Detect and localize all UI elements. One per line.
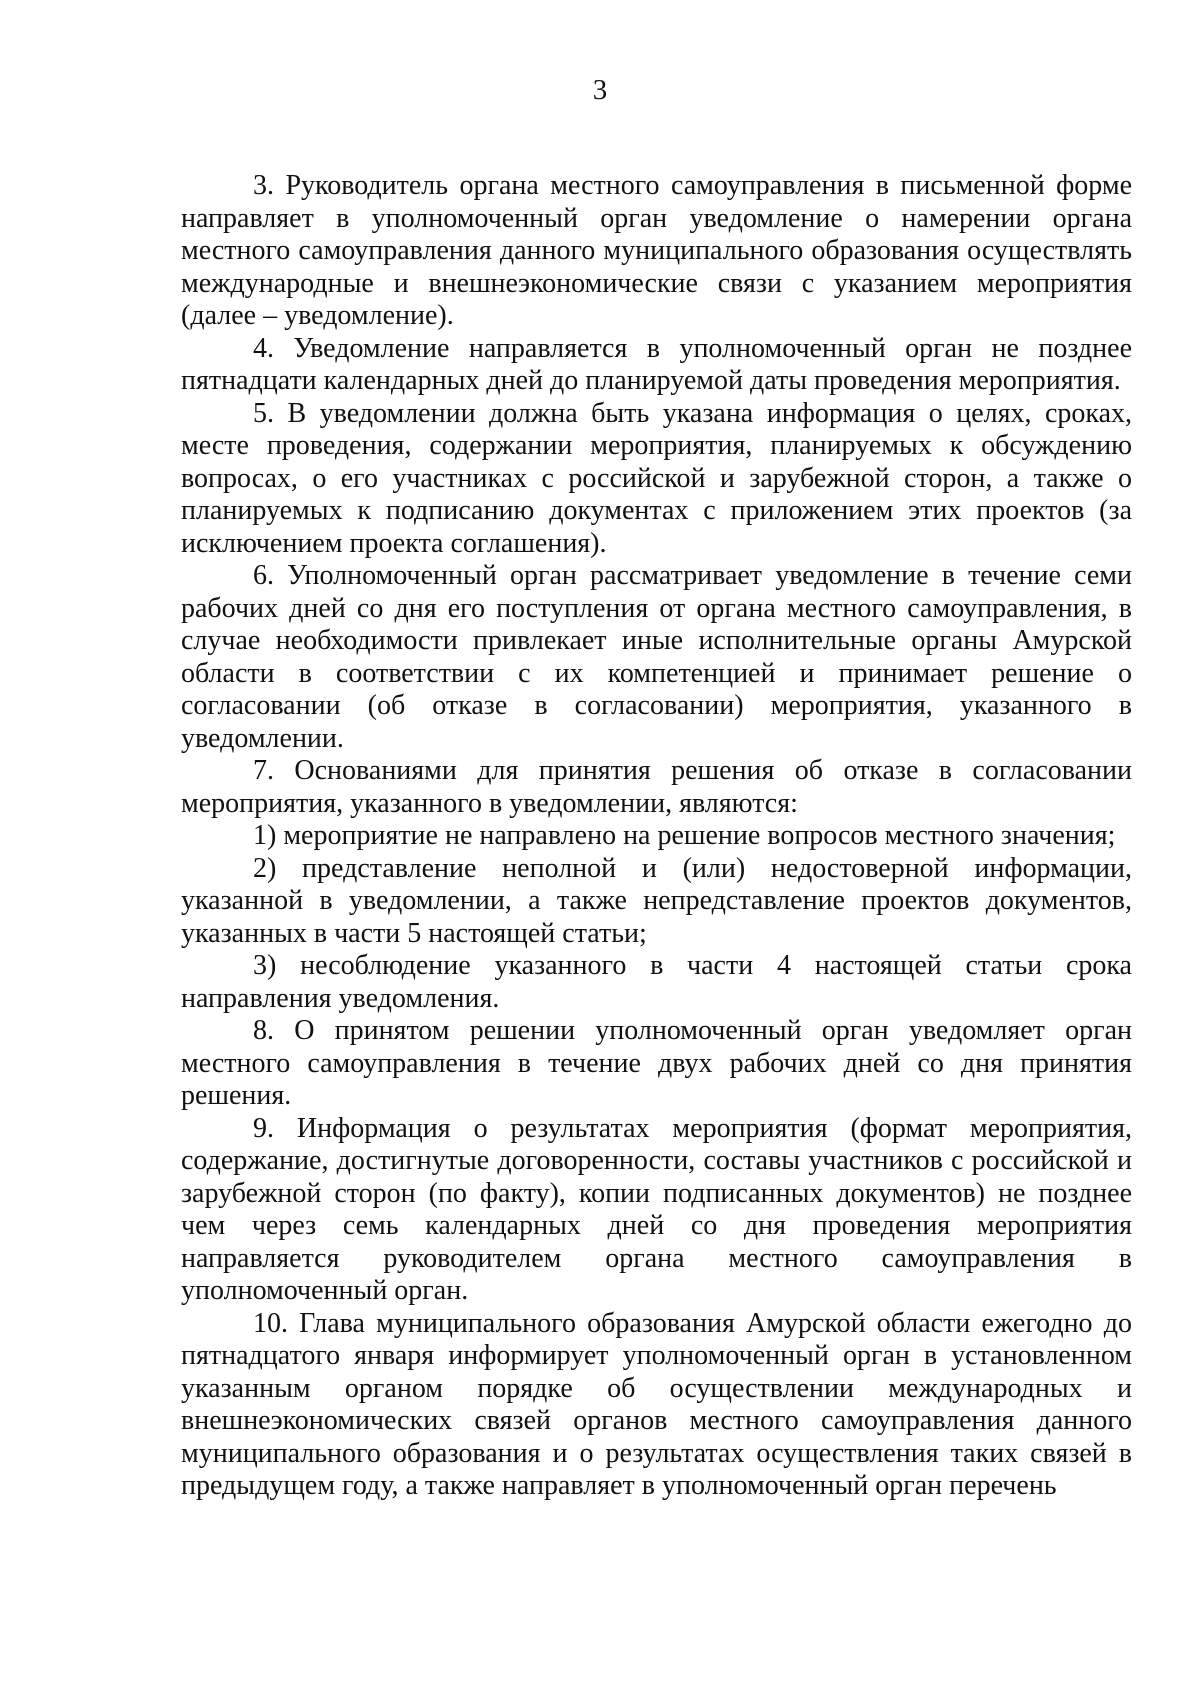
paragraph-8: 8. О принятом решении уполномоченный орган уведомляет орган местного самоуправления в течение двух рабочих дней со дня принятия решения. [181,1015,1132,1111]
paragraph-4: 4. Уведомление направляется в уполномоченный орган не позднее пятнадцати календарных дней до планируемой даты проведения мероприятия. [181,332,1132,396]
paragraph-6: 6. Уполномоченный орган рассматривает уведомление в течение семи рабочих дней со дня его поступления от органа местного самоуправления, в случае необходимости привлекает иные исполнительные органы Амурской области в соответствии с их компетенцией и принимает решение о согласовании (об отказе в согласовании) мероприятия, указанного в уведомлении. [181,560,1132,754]
page-number: 3 [592,74,608,106]
paragraph-10: 10. Глава муниципального образования Амурской области ежегодно до пятнадцатого января информирует уполномоченный орган в установленном указанным органом порядке об осуществлении международных и внешнеэкономических связей органов местного самоуправления данного муниципального образования и о результатах осуществления таких связей в предыдущем году, а также направляет в уполномоченный орган перечень [181,1307,1132,1501]
paragraph-7: 7. Основаниями для принятия решения об отказе в согласовании мероприятия, указанного в уведомлении, являются: [181,755,1132,819]
paragraph-7-item-1: 1) мероприятие не направлено на решение вопросов местного значения; [253,820,1116,851]
paragraph-7-item-2: 2) представление неполной и (или) недостоверной информации, указанной в уведомлении, а также непредставление проектов документов, указанных в части 5 настоящей статьи; [181,852,1132,949]
paragraph-9: 9. Информация о результатах мероприятия (формат мероприятия, содержание, достигнутые договоренности, составы участников с российской и зарубежной сторон (по факту), копии подписанных документов) не позднее чем через семь календарных дней со дня проведения мероприятия направляется руководителем органа местного самоуправления в уполномоченный орган. [181,1112,1132,1306]
document-body [181,170,1132,1503]
paragraph-7-item-3: 3) несоблюдение указанного в части 4 настоящей статьи срока направления уведомления. [181,950,1132,1014]
paragraph-3: 3. Руководитель органа местного самоуправления в письменной форме направляет в уполномоченный орган уведомление о намерении органа местного самоуправления данного муниципального образования осуществлять международные и внешнеэкономические связи с указанием мероприятия (далее – уведомление). [181,170,1132,331]
paragraph-5: 5. В уведомлении должна быть указана информация о целях, сроках, месте проведения, содержании мероприятия, планируемых к обсуждению вопросах, о его участниках с российской и зарубежной сторон, а также о планируемых к подписанию документах с приложением этих проектов (за исключением проекта соглашения). [181,397,1132,559]
